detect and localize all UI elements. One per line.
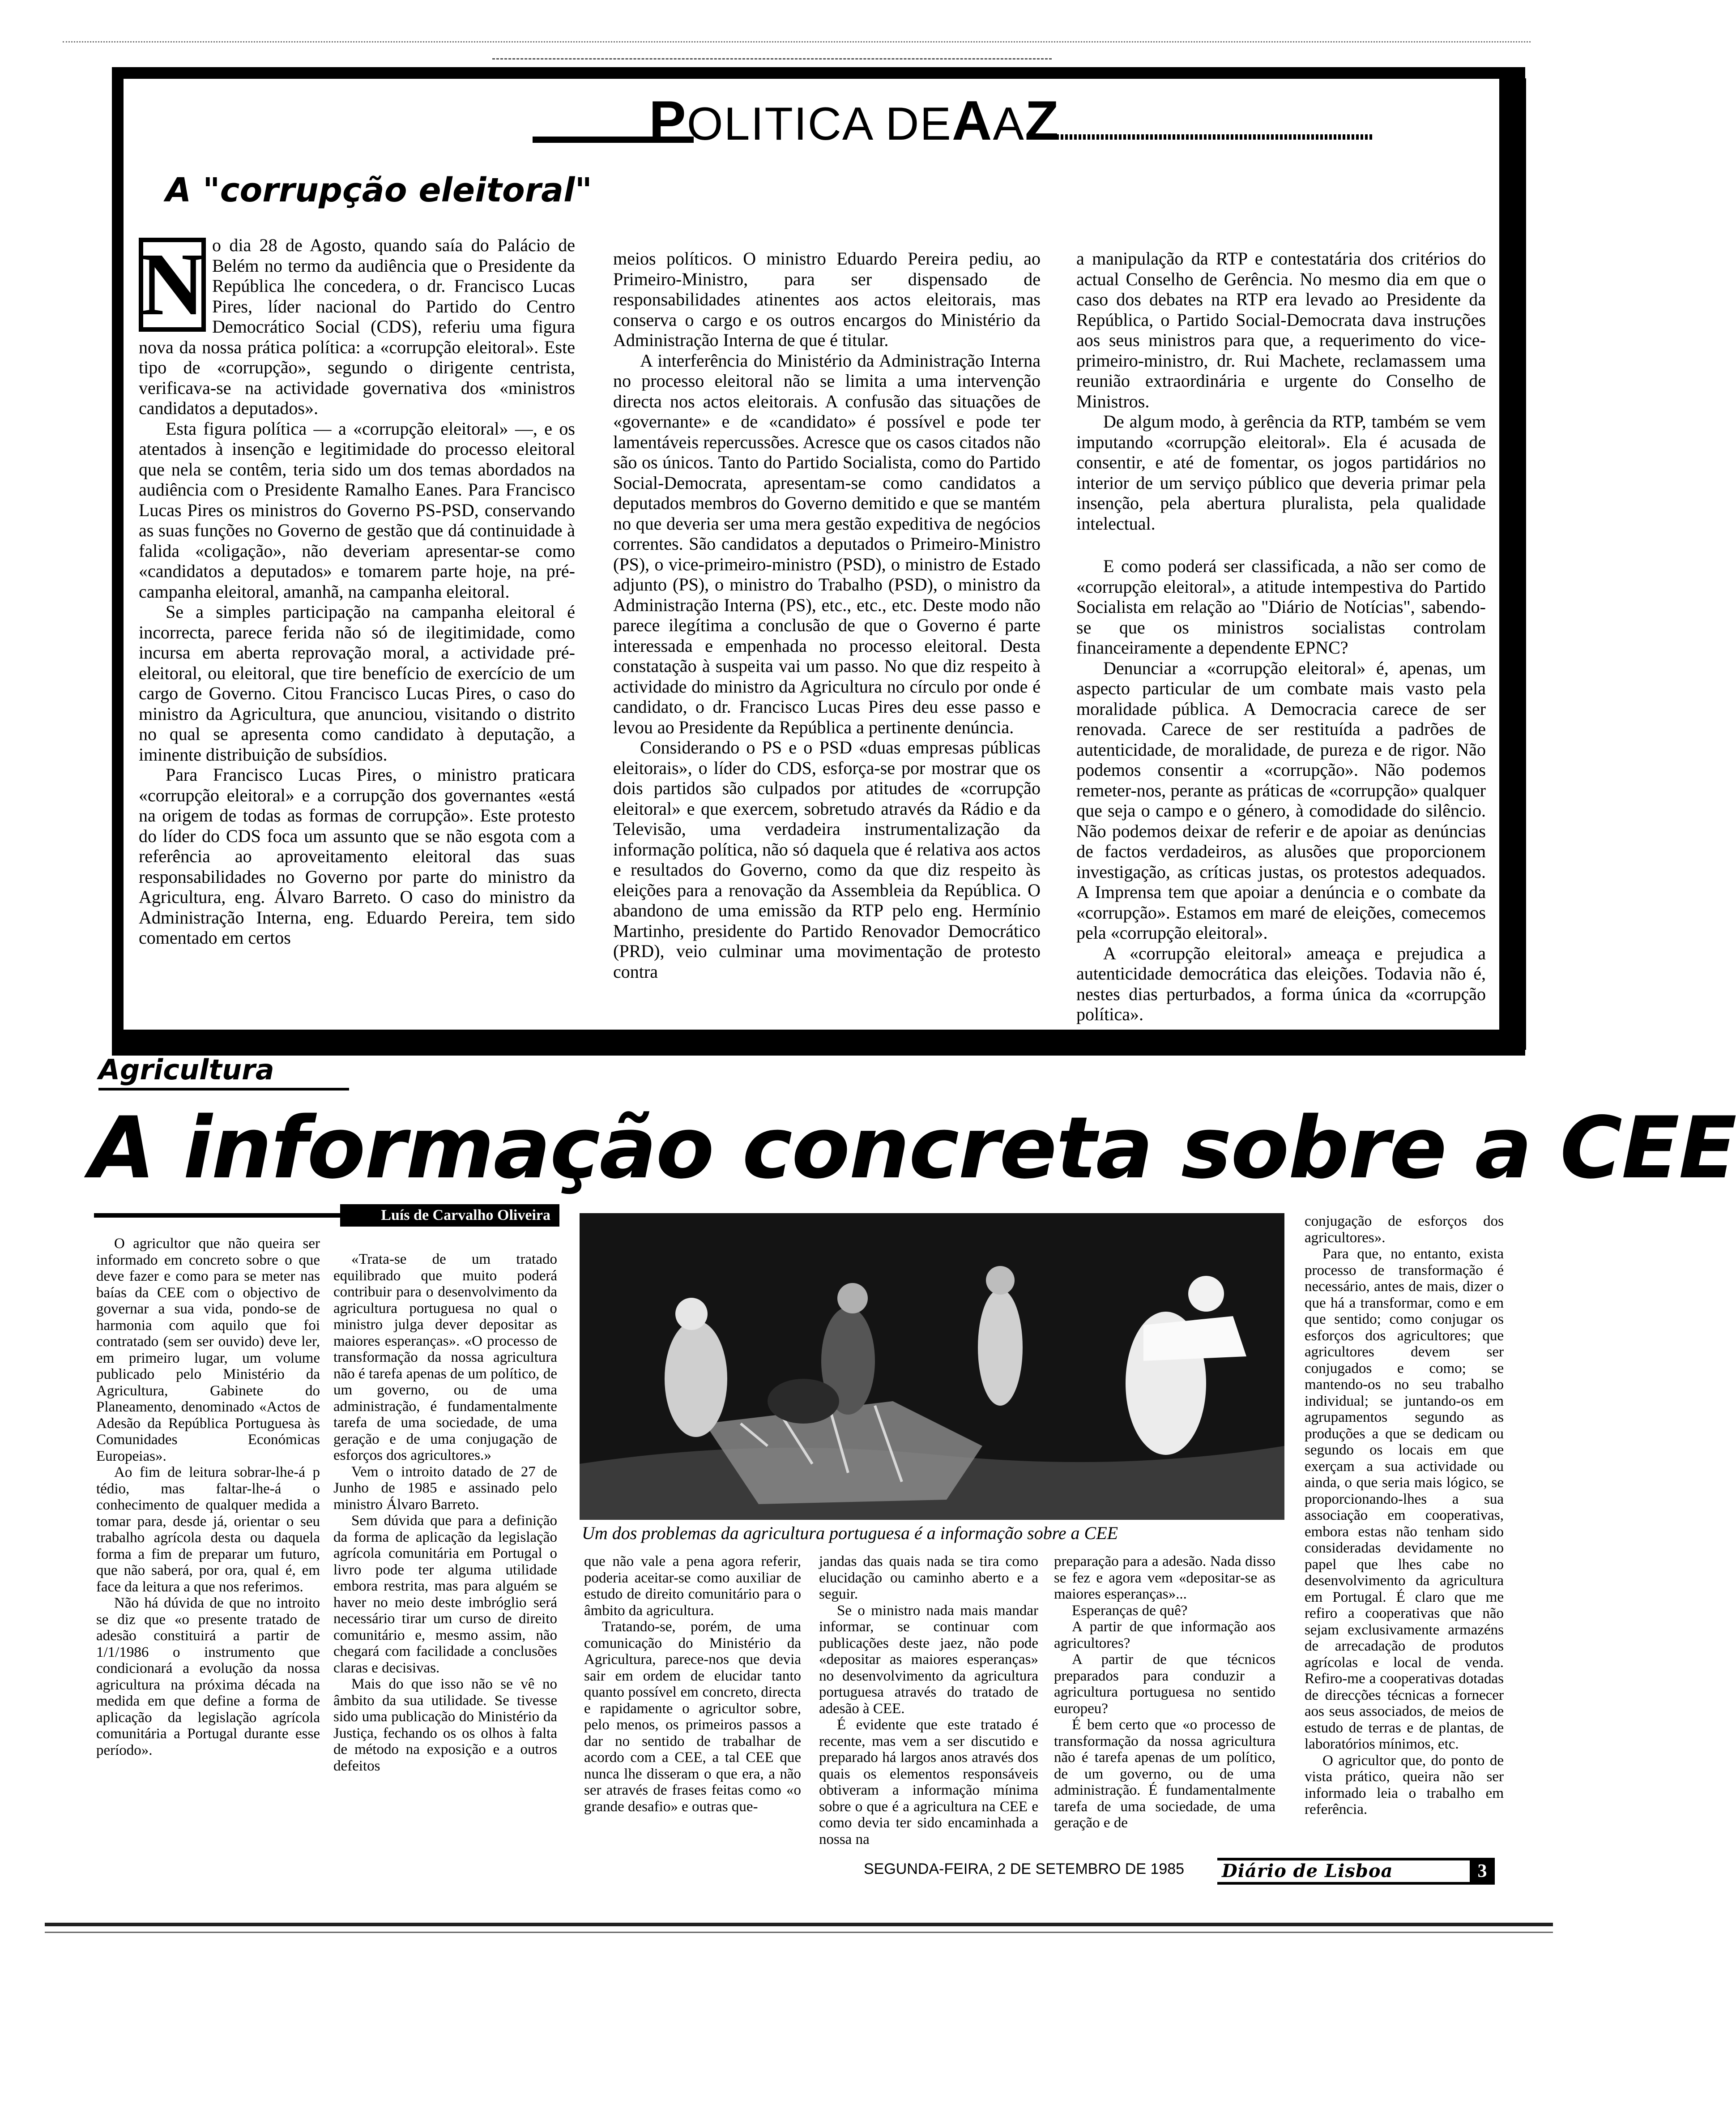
paragraph: Não há dúvida de que no introito se diz que «o presente tratado de adesão constituirá a partir de 1/1/1986 o instrumento que condicionará a evolução da nossa agricultura na próxima década na medida em que define a forma de aplicação da legislação agrícola comunitária a Portugal durante esse período». xyxy=(96,1595,320,1758)
paragraph: Mais do que isso não se vê no âmbito da sua utilidade. Se tivesse sido uma publicação do Ministério da Justiça, fechando os os olhos à falta de método na exposição e a outros defeitos xyxy=(333,1676,557,1774)
article1-title: A "corrupção eleitoral" xyxy=(166,171,593,210)
paragraph: Se a simples participação na campanha eleitoral é incorrecta, parece ferida não só de ilegitimidade, como incursa em aberta reprovação moral, a actividade pré-eleitoral, ou eleitoral, que tire benefício de exercício de um cargo de Governo. Citou Francisco Lucas Pires, o caso do ministro da Agricultura, que anunciou, visitando o distrito no qual se apresenta como candidato à deputação, a iminente distribuição de subsídios. xyxy=(139,602,575,765)
photo-caption: Um dos problemas da agricultura portuguesa é a informação sobre a CEE xyxy=(582,1523,1118,1543)
paragraph: Denunciar a «corrupção eleitoral» é, apenas, um aspecto particular de um combate mais vasto pela moralidade pública. A Democracia carece de ser renovada. Carece de ser restituída a padrões de autenticidade, de moralidade, de pureza e de rigor. Não podemos consentir a «corrupção». Não podemos remeter-nos, perante as práticas de «corrupção» qualquer que seja o campo e o género, à comodidade do silêncio. Não podemos deixar de referir e de apoiar as denúncias de factos verdadeiros, as alusões que proporcionem investigação, as críticas justas, os protestos adequados. A Imprensa tem que apoiar a denúncia e o combate da «corrupção». Estamos em maré de eleições, comecemos pela «corrupção eleitoral». xyxy=(1076,658,1486,943)
byline-text: Luís de Carvalho Oliveira xyxy=(381,1207,550,1223)
byline-rule xyxy=(94,1213,340,1218)
paragraph: Sem dúvida que para a definição da forma de aplicação da legislação agrícola comunitária em Portugal o livro pode ter alguma utilidade embora restrita, mas para alguém se haver no meio deste imbróglio será necessário tirar um curso de direito comunitário e, mesmo assim, não chegará com facilidade a conclusões claras e decisivas. xyxy=(333,1513,557,1676)
paragraph: o dia 28 de Agosto, quando saía do Palácio de Belém no termo da audiência que o Presidente da República lhe concedera, o dr. Francisco Lucas Pires, líder nacional do Partido do Centro Democrático Social (CDS), referiu uma figura nova da nossa prática política: a «corrupção eleitoral». Este tipo de «corrupção», segundo o dirigente centrista, verificava-se na actividade governativa dos «ministros candidatos a deputados». xyxy=(139,235,575,418)
article2-column-2 xyxy=(333,1251,557,1871)
article1-column-1 xyxy=(139,235,575,1012)
masthead-letter-z: Z xyxy=(1024,90,1060,152)
masthead-text-1: OLITICA DE xyxy=(687,98,952,150)
bottom-rule-thin xyxy=(45,1932,1553,1933)
photo-illustration xyxy=(580,1213,1284,1520)
article1-column-3 xyxy=(1076,248,1486,1024)
paragraph: Esta figura política — a «corrupção eleitoral» —, e os atentados à insenção e legitimidade do processo eleitoral que nela se contêm, teria sido um dos temas abordados na audiência com o Presidente Ramalho Eanes. Para Francisco Lucas Pires os ministros do Governo PS-PSD, conservando as suas funções no Governo de gestão que dá continuidade à falida «coligação», não deveriam apresentar-se como «candidatos a deputados» e tomarem parte hoje, na pré-campanha eleitoral, amanhã, na campanha eleitoral. xyxy=(139,418,575,602)
paragraph: Para Francisco Lucas Pires, o ministro praticara «corrupção eleitoral» e a corrupção dos governantes «está na origem de todas as formas de corrupção». Este protesto do líder do CDS foca um assunto que se não esgota com a referência ao aproveitamento eleitoral das suas responsabilidades no Governo por parte do ministro da Agricultura, eng. Álvaro Barreto. O caso do ministro da Administração Interna, eng. Eduardo Pereira, tem sido comentado em certos xyxy=(139,765,575,948)
farmers-photo xyxy=(580,1213,1284,1520)
masthead-letter-a: A xyxy=(951,90,993,152)
paragraph: que não vale a pena agora referir, poderia aceitar-se como auxiliar de estudo de direito comunitário para o âmbito da agricultura. xyxy=(584,1553,801,1619)
paragraph: conjugação de esforços dos agricultores». xyxy=(1305,1213,1504,1246)
paragraph: jandas das quais nada se tira como elucidação ou caminho aberto e a seguir. xyxy=(819,1553,1038,1602)
issue-date: SEGUNDA-FEIRA, 2 DE SETEMBRO DE 1985 xyxy=(864,1860,1185,1877)
section-label-agricultura: Agricultura xyxy=(98,1052,349,1090)
paragraph: a manipulação da RTP e contestatária dos critérios do actual Conselho de Gerência. No mesmo dia em que o caso dos debates na RTP era levado ao Presidente da República, o Partido Social-Democrata dava instruções aos seus ministros para que, a requerimento do vice-primeiro-ministro, dr. Rui Machete, reclamassem uma reunião extraordinária e urgente do Conselho de Ministros. xyxy=(1076,248,1486,411)
dropcap xyxy=(139,235,206,334)
bottom-rule xyxy=(45,1923,1553,1926)
top-speckle-line xyxy=(63,41,1531,49)
paragraph: Para que, no entanto, exista processo de transformação é necessário, antes de mais, dizer o que há a transformar, como e em que sentido; como conjugar os esforços dos agricultores; que agricultores devem ser conjugados e como; se mantendo-os no seu trabalho individual; se juntando-os em agrupamentos segundo as produções a que se dedicam ou segundo os locais em que exerçam a sua actividade ou ainda, o que seria mais lógico, se proporcionando-lhes a sua associação em cooperativas, embora estas não tenham sido consideradas devidamente no papel que lhes cabe no desenvolvimento da agricultura em Portugal. É claro que me refiro a cooperativas que não sejam exclusivamente armazéns de arrecadação de produtos agrícolas e local de venda. Refiro-me a cooperativas dotadas de direcções técnicas a fornecer aos seus associados, de meios de estudo de terras e de plantas, de laboratórios mínimos, etc. xyxy=(1305,1246,1504,1752)
article2-column-1 xyxy=(96,1236,320,1871)
paragraph: «Trata-se de um tratado equilibrado que muito poderá contribuir para o desenvolvimento da agricultura portuguesa no qual o ministro julga dever depositar as maiores esperanças». «O processo de transformação da nossa agricultura não é tarefa apenas de um político, de um governo, ou de uma administração, é fundamentalmente tarefa de uma sociedade, de uma geração e de uma conjugação de esforços dos agricultores.» xyxy=(333,1251,557,1463)
top-dash-line xyxy=(492,58,1052,63)
paragraph: A partir de que técnicos preparados para conduzir a agricultura portuguesa no sentido europeu? xyxy=(1054,1651,1275,1717)
article1-column-2 xyxy=(613,248,1041,1012)
paragraph: Vem o introito datado de 27 de Junho de 1985 e assinado pelo ministro Álvaro Barreto. xyxy=(333,1463,557,1513)
paragraph: Esperanças de quê? xyxy=(1072,1602,1188,1619)
paragraph: E como poderá ser classificada, a não ser como de «corrupção eleitoral», a atitude intempestiva do Partido Socialista em relação ao "Diário de Notícias", sabendo-se que os ministros socialistas controlam financeiramente a dependente EPNC? xyxy=(1076,556,1486,658)
article2-column-3 xyxy=(584,1553,801,1862)
paragraph: É bem certo que «o processo de transformação da nossa agricultura não é tarefa apenas de um político, de um governo, ou de uma administração. É fundamentalmente tarefa de uma sociedade, de uma geração e de xyxy=(1054,1717,1275,1831)
paragraph: É evidente que este tratado é recente, mas vem a ser discutido e preparado há largos anos através dos quais os elementos responsáveis obtiveram a informação mínima sobre o que é a agricultura na CEE e como devia ter sido encaminhada a nossa na xyxy=(819,1717,1038,1847)
paragraph: Considerando o PS e o PSD «duas empresas públicas eleitorais», o líder do CDS, esforça-se por mostrar que os dois partidos são culpados por atitudes de «corrupção eleitoral» e que exercem, sobretudo através da Rádio e da Televisão, uma verdadeira instrumentalização da informação política, não só daquela que é relativa aos actos e resultados do Governo, como da que diz respeito às eleições para a renovação da Assembleia da República. O abandono de uma emissão da RTP pelo eng. Hermínio Martinho, presidente do Partido Renovador Democrático (PRD), veio culminar uma movimentação de protesto contra xyxy=(613,737,1041,982)
paragraph: A partir de que informação aos agricultores? xyxy=(1054,1619,1275,1651)
masthead-text-2: A xyxy=(993,98,1025,150)
paragraph: Ao fim de leitura sobrar-lhe-á p tédio, mas faltar-lhe-á o conhecimento de qualquer medida a tomar para, desde já, orientar o seu trabalho agrícola desta ou daquela forma a fim de preparar um futuro, que não saberá, por ora, qual é, em face da leitura a que nos referimos. xyxy=(96,1464,320,1595)
article2-headline: A informação concreta sobre a CEE xyxy=(90,1099,1736,1197)
section-masthead xyxy=(649,90,1074,152)
frame-bottom-rule xyxy=(112,1030,1508,1048)
newspaper-name: Diário de Lisboa xyxy=(1222,1860,1393,1882)
article2-column-6 xyxy=(1305,1213,1504,1853)
newspaper-nameplate xyxy=(1217,1858,1495,1885)
byline xyxy=(340,1204,559,1227)
paragraph: preparação para a adesão. Nada disso se fez e agora vem «depositar-se as maiores esperanças»... xyxy=(1054,1553,1275,1602)
paragraph: meios políticos. O ministro Eduardo Pereira pediu, ao Primeiro-Ministro, para ser dispensado de responsabilidades atinentes aos actos eleitorais, mas conserva o cargo e os outros encargos do Ministério da Administração Interna de que é titular. xyxy=(613,248,1041,350)
masthead-rule-right xyxy=(1043,134,1374,140)
paragraph: A «corrupção eleitoral» ameaça e prejudica a autenticidade democrática das eleições. Todavia não é, nestes dias perturbados, a forma única da «corrupção política». xyxy=(1076,943,1486,1024)
paragraph: A interferência do Ministério da Administração Interna no processo eleitoral não se limita a uma intervenção directa nos actos eleitorais. A confusão das situações de «governante» e de «candidato» é possível e pode ter lamentáveis repercussões. Acresce que os casos citados não são os únicos. Tanto do Partido Socialista, como do Partido Social-Democrata, apresentam-se como candidatos a deputados membros do Governo demitido e que se mantém no que deveria ser uma mera gestão expeditiva de negócios correntes. São candidatos a deputados o Primeiro-Ministro (PS), o vice-primeiro-ministro (PSD), o ministro de Estado adjunto (PS), o ministro do Trabalho (PSD), o ministro da Administração Interna (PS), etc., etc., etc. Deste modo não parece ilegítima a conclusão de que o Governo é parte interessada e empenhada no processo eleitoral. Desta constatação à suspeita vai um passo. No que diz respeito à actividade do ministro da Agricultura no círculo por onde é candidato, o dr. Francisco Lucas Pires deu esse passo e levou ao Presidente da República a pertinente denúncia. xyxy=(613,350,1041,737)
paragraph: Se o ministro nada mais mandar informar, se continuar com publicações deste jaez, não pode «depositar as maiores esperanças» no desenvolvimento da agricultura portuguesa através do tratado de adesão à CEE. xyxy=(819,1602,1038,1717)
paragraph: O agricultor que não queira ser informado em concreto sobre o que deve fazer e como para se meter nas baías da CEE com o objectivo de governar a sua vida, pondo-se de harmonia com aquilo que foi contratado (sem ser ouvido) deve ler, em primeiro lugar, um volume publicado pelo Ministério da Agricultura, Gabinete do Planeamento, denominado «Actos de Adesão da República Portuguesa às Comunidades Económicas Europeias». xyxy=(96,1236,320,1464)
dropcap-letter: N xyxy=(140,235,205,334)
article2-column-5 xyxy=(1054,1553,1275,1862)
paragraph: O agricultor que, do ponto de vista prático, queira não ser informado leia o trabalho em referência. xyxy=(1305,1752,1504,1817)
page-number: 3 xyxy=(1470,1860,1495,1882)
paragraph: Tratando-se, porém, de uma comunicação do Ministério da Agricultura, parece-nos que devia sair em ordem de elucidar tanto quanto possível em concreto, directa e rapidamente o agricultor sobre, pelo menos, os primeiros passos a dar no sentido de trabalhar de acordo com a CEE, a tal CEE que nunca lhe disseram o que era, a não ser através de frases feitas como «o grande desafio» e outras que- xyxy=(584,1619,801,1815)
article2-column-4 xyxy=(819,1553,1038,1862)
paragraph: De algum modo, à gerência da RTP, também se vem imputando «corrupção eleitoral». Ela é acusada de consentir, e até de fomentar, os jogos partidários no interior de um serviço público que deveria primar pela insenção, pela abertura pluralista, pela qualidade intelectual. xyxy=(1076,411,1486,534)
masthead-letter-p: P xyxy=(649,90,687,152)
